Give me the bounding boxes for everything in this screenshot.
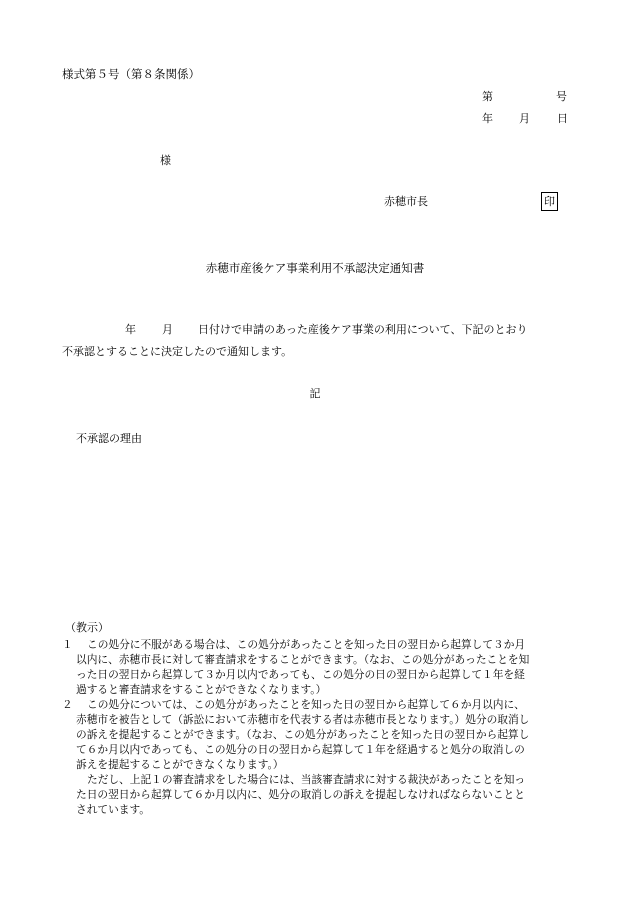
notice-item-2-line: 訴えを提起することができなくなります。）	[76, 758, 284, 771]
notice-item-1-line: この処分に不服がある場合は、この処分があったことを知った日の翌日から起算して３か月	[87, 638, 526, 651]
document-number-go: 号	[556, 90, 567, 103]
notice-item-1-number: １	[62, 638, 73, 651]
notice-proviso-line: た日の翌日から起算して６か月以内に、処分の取消しの訴えを提起しなければならないことと	[76, 788, 525, 801]
notice-item-1-line: 過すると審査請求をすることができなくなります。）	[76, 683, 327, 696]
notice-item-2-line: この処分については、この処分があったことを知った日の翌日から起算して６か月以内に、	[87, 698, 525, 711]
body-line-1-text: 日付けで申請のあった産後ケア事業の利用について、下記のとおり	[198, 323, 528, 336]
notice-item-1-line: 以内に、赤穂市長に対して審査請求をすることができます。（なお、この処分があったことを知	[76, 653, 530, 666]
sender-name: 赤穂市長	[384, 195, 428, 208]
ki-heading: 記	[309, 387, 321, 400]
date-month: 月	[519, 112, 530, 125]
recipient-honorific: 様	[160, 154, 171, 167]
body-year: 年	[125, 323, 136, 336]
notice-item-2	[62, 697, 582, 772]
body-line-2: 不承認とすることに決定したので通知します。	[62, 345, 293, 358]
body-month: 月	[162, 323, 173, 336]
date-year: 年	[482, 112, 493, 125]
notice-proviso	[62, 772, 582, 817]
seal-mark: 印	[541, 192, 558, 211]
form-label: 様式第５号（第８条関係）	[62, 67, 200, 81]
notice-proviso-line: ただし、上記１の審査請求をした場合には、当該審査請求に対する裁決があったことを知っ	[87, 773, 526, 786]
document-number-dai: 第	[482, 90, 493, 103]
document-title: 赤穂市産後ケア事業利用不承認決定通知書	[205, 261, 425, 275]
notice-item-2-line: の訴えを提起することができます。（なお、この処分があったことを知った日の翌日から起算し	[76, 728, 530, 741]
reason-label: 不承認の理由	[76, 432, 142, 445]
notice-item-2-number: ２	[62, 698, 73, 711]
notice-section	[62, 637, 582, 817]
notice-proviso-line: されています。	[76, 803, 150, 816]
notice-item-2-line: て６か月以内であっても、この処分の日の翌日から起算して１年を経過すると処分の取消しの	[76, 743, 525, 756]
notice-item-1-line: った日の翌日から起算して３か月以内であっても、この処分の日の翌日から起算して１年を経	[76, 668, 525, 681]
notice-heading: （教示）	[65, 621, 109, 634]
notice-item-1	[62, 637, 582, 697]
date-day: 日	[557, 112, 568, 125]
notice-item-2-line: 赤穂市を被告として（訴訟において赤穂市を代表する者は赤穂市長となります。）処分の取消し	[76, 713, 530, 726]
